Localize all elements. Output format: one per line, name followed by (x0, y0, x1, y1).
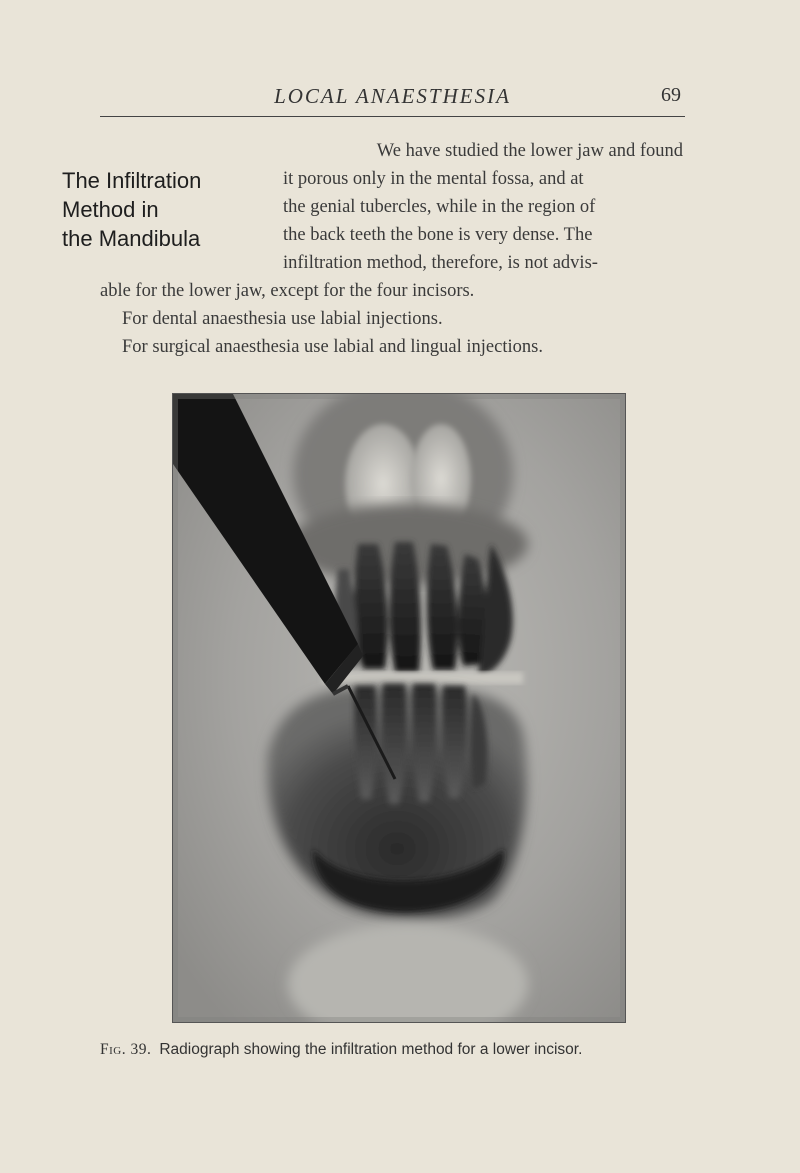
side-heading-line: The Infiltration (62, 168, 202, 193)
side-heading-line: Method in (62, 197, 159, 222)
body-line: the genial tubercles, while in the region of (283, 197, 596, 217)
side-heading-line: the Mandibula (62, 226, 201, 251)
radiograph-figure (172, 393, 626, 1023)
running-head (100, 84, 685, 114)
figure-label: Fig. 39. (100, 1041, 152, 1058)
figure-caption (100, 1041, 685, 1059)
body-line: For surgical anaesthesia use labial and lingual injections. (122, 337, 543, 357)
body-line: We have studied the lower jaw and found (376, 141, 683, 161)
running-title: LOCAL ANAESTHESIA (274, 84, 511, 108)
figure-caption-text: Radiograph showing the infiltration method for a lower incisor. (159, 1041, 583, 1058)
body-line: infiltration method, therefore, is not advis- (283, 253, 598, 273)
body-line: For dental anaesthesia use labial injections. (122, 309, 443, 329)
body-line: the back teeth the bone is very dense. The (283, 225, 593, 245)
side-heading (62, 166, 277, 253)
body-line: able for the lower jaw, except for the four incisors. (100, 281, 475, 301)
page-number: 69 (661, 84, 681, 106)
body-line: it porous only in the mental fossa, and at (283, 169, 584, 189)
header-rule (100, 116, 685, 117)
radiograph-image (173, 394, 625, 1022)
